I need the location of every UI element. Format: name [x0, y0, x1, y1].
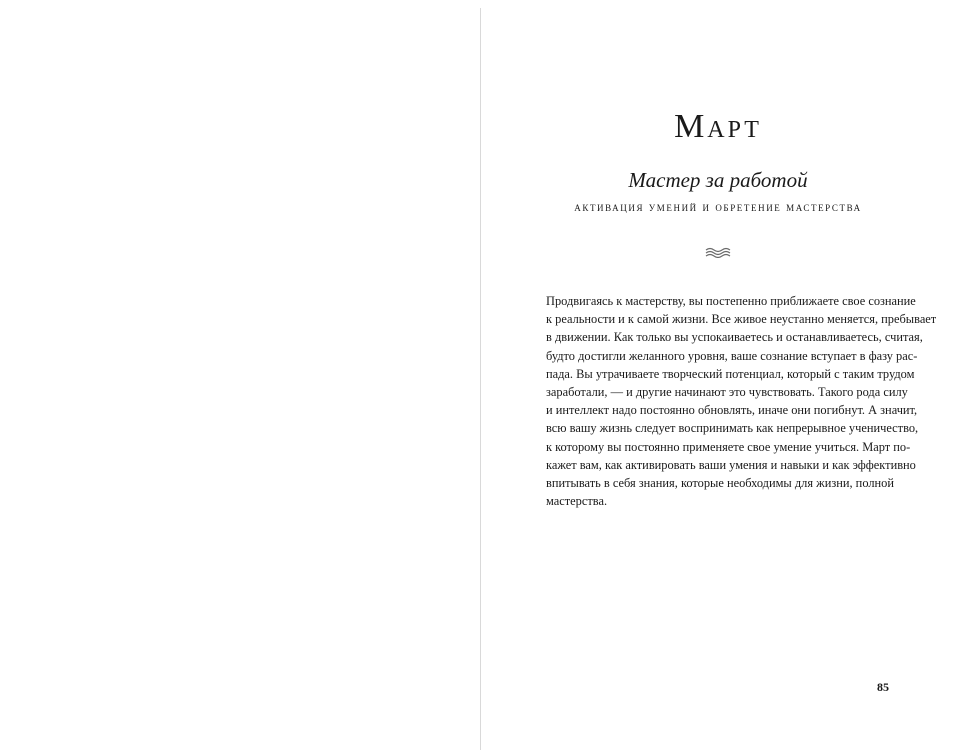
paragraph-line: всю вашу жизнь следует воспринимать как непрерывное ученичество,	[546, 421, 919, 436]
page-number: 85	[877, 680, 889, 694]
left-page-blank	[0, 0, 480, 750]
chapter-title: Март	[674, 108, 762, 145]
paragraph-line: и интеллект надо постоянно обновлять, иначе они погибнут. А значит,	[546, 403, 918, 418]
right-page	[481, 0, 974, 750]
paragraph-line: пада. Вы утрачиваете творческий потенциал, который с таким трудом	[546, 366, 915, 381]
paragraph-line: в движении. Как только вы успокаиваетесь и останавливаетесь, считая,	[546, 330, 923, 345]
chapter-intro-paragraph	[546, 292, 937, 510]
paragraph-line: мастерства.	[546, 494, 608, 509]
wavy-lines-icon	[704, 246, 732, 258]
paragraph-line: кажет вам, как активировать ваши умения и навыки и как эффективно	[546, 457, 916, 472]
paragraph-line: Продвигаясь к мастерству, вы постепенно приближаете свое сознание	[546, 294, 916, 308]
paragraph-line: заработали, — и другие начинают это чувствовать. Такого рода силу	[546, 384, 908, 399]
chapter-tagline: активация умений и обретение мастерства	[574, 200, 862, 214]
paragraph-line: будто достигли желанного уровня, ваше сознание вступает в фазу рас-	[546, 348, 918, 363]
paragraph-line: впитывать в себя знания, которые необходимы для жизни, полной	[546, 475, 894, 490]
paragraph-line: к которому вы постоянно применяете свое умение учиться. Март по-	[546, 439, 911, 454]
paragraph-line: к реальности и к самой жизни. Все живое неустанно меняется, пребывает	[546, 312, 937, 327]
chapter-subtitle: Мастер за работой	[628, 168, 808, 192]
